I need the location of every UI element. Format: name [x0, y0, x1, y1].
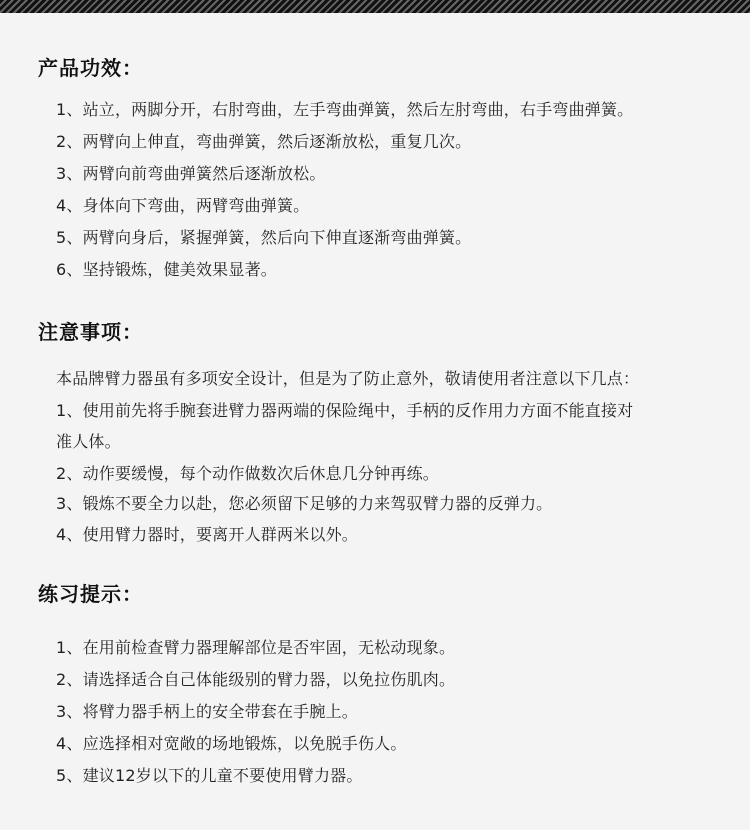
- efficacy-item: 5、两臂向身后，紧握弹簧，然后向下伸直逐渐弯曲弹簧。: [56, 228, 472, 247]
- precautions-item: 1、使用前先将手腕套进臂力器两端的保险绳中，手柄的反作用力方面不能直接对: [56, 401, 634, 420]
- efficacy-item: 4、身体向下弯曲，两臂弯曲弹簧。: [56, 196, 310, 215]
- tips-item: 4、应选择相对宽敞的场地锻炼，以免脱手伤人。: [56, 734, 407, 753]
- efficacy-item: 3、两臂向前弯曲弹簧然后逐渐放松。: [56, 164, 326, 183]
- decorative-top-stripe: [0, 0, 750, 13]
- section-title-tips: 练习提示：: [38, 582, 143, 606]
- precautions-item: 准人体。: [56, 432, 121, 451]
- tips-item: 2、请选择适合自己体能级别的臂力器，以免拉伤肌肉。: [56, 670, 456, 689]
- precautions-item: 4、使用臂力器时，要离开人群两米以外。: [56, 525, 358, 544]
- section-title-efficacy: 产品功效：: [38, 56, 143, 80]
- tips-item: 5、建议12岁以下的儿童不要使用臂力器。: [56, 766, 363, 785]
- efficacy-item: 6、坚持锻炼，健美效果显著。: [56, 260, 277, 279]
- precautions-item: 2、动作要缓慢，每个动作做数次后休息几分钟再练。: [56, 464, 439, 483]
- tips-item: 3、将臂力器手柄上的安全带套在手腕上。: [56, 702, 358, 721]
- precautions-item: 3、锻炼不要全力以赴，您必须留下足够的力来驾驭臂力器的反弹力。: [56, 494, 553, 513]
- section-title-precautions: 注意事项：: [38, 320, 143, 344]
- efficacy-item: 1、站立，两脚分开，右肘弯曲，左手弯曲弹簧，然后左肘弯曲，右手弯曲弹簧。: [56, 100, 634, 119]
- efficacy-item: 2、两臂向上伸直，弯曲弹簧，然后逐渐放松，重复几次。: [56, 132, 472, 151]
- precautions-intro: 本品牌臂力器虽有多项安全设计，但是为了防止意外，敬请使用者注意以下几点：: [56, 369, 640, 388]
- tips-item: 1、在用前检查臂力器理解部位是否牢固，无松动现象。: [56, 638, 456, 657]
